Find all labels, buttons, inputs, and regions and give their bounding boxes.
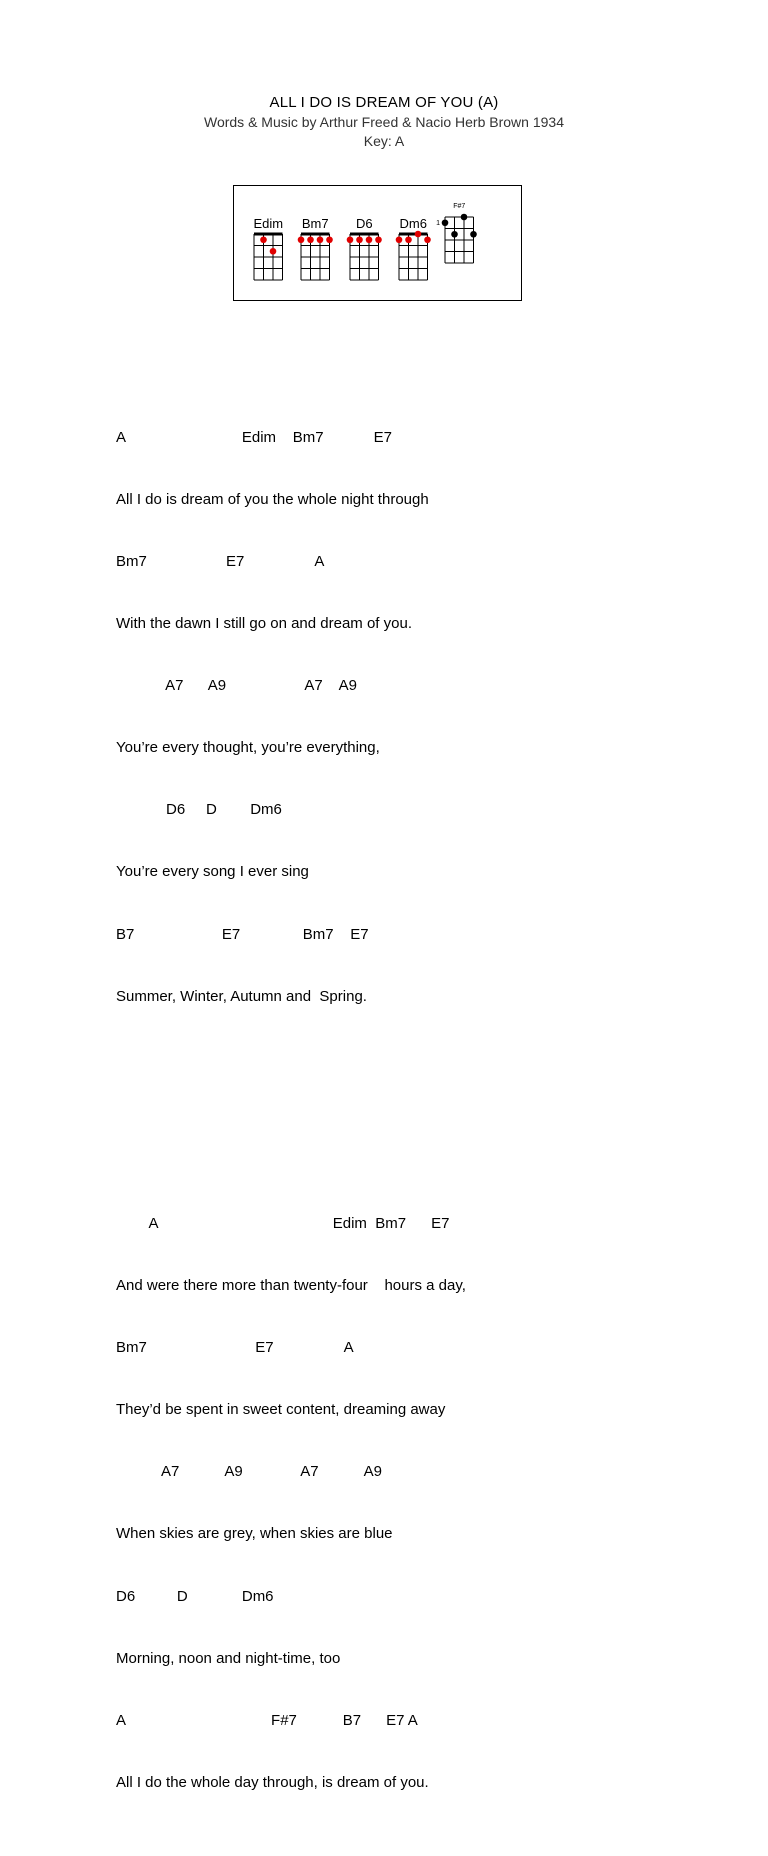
chord-d6-label: D6 xyxy=(355,216,373,231)
chord-fsharp7-fret-label: 1 xyxy=(436,220,440,227)
chord-line: A Edim Bm7 E7 xyxy=(116,428,392,446)
chord-diagram-box xyxy=(233,185,522,301)
chord-d6-finger-dot xyxy=(375,236,382,243)
chord-line: D6 D Dm6 xyxy=(116,1587,274,1605)
lyric-line: They’d be spent in sweet content, dreaming away xyxy=(116,1401,446,1419)
chord-edim-finger-dot xyxy=(270,248,277,255)
chord-bm7-finger-dot xyxy=(326,236,333,243)
chord-line: D6 D Dm6 xyxy=(116,801,282,819)
chord-line: A7 A9 A7 A9 xyxy=(116,677,357,695)
song-title: ALL I DO IS DREAM OF YOU (A) xyxy=(269,94,499,111)
chord-fsharp7-finger-dot xyxy=(470,231,477,238)
chord-d6-finger-dot xyxy=(356,236,363,243)
chord-fsharp7-label: F#7 xyxy=(453,203,466,210)
chord-dm6-finger-dot xyxy=(415,231,422,238)
chord-diagrams xyxy=(234,186,523,302)
chord-bm7-finger-dot xyxy=(317,236,324,243)
lyric-line: Morning, noon and night-time, too xyxy=(116,1649,341,1667)
song-key: Key: A xyxy=(363,133,405,149)
chord-dm6-label: Dm6 xyxy=(399,216,427,231)
lyric-line: All I do is dream of you the whole night through xyxy=(116,490,429,508)
chord-line: A7 A9 A7 A9 xyxy=(116,1463,382,1481)
chord-line: A F#7 B7 E7 A xyxy=(116,1711,418,1729)
chord-line: Bm7 E7 A xyxy=(116,1339,354,1357)
chord-bm7-finger-dot xyxy=(298,236,305,243)
chord-line: A Edim Bm7 E7 xyxy=(116,1214,450,1232)
lyric-line: And were there more than twenty-four hours a day, xyxy=(116,1277,466,1295)
chord-bm7-label: Bm7 xyxy=(301,216,329,231)
song-credits: Words & Music by Arthur Freed & Nacio Herb Brown 1934 xyxy=(203,114,564,130)
chord-fsharp7-finger-dot xyxy=(461,214,468,221)
chord-fsharp7-finger-dot xyxy=(451,231,458,238)
chord-edim-finger-dot xyxy=(260,236,267,243)
verse-2 xyxy=(116,1173,466,1835)
lyric-line: All I do the whole day through, is dream of you. xyxy=(116,1773,429,1791)
lyric-line: Summer, Winter, Autumn and Spring. xyxy=(116,987,367,1005)
lyric-line: You’re every song I ever sing xyxy=(116,863,309,881)
chord-line: B7 E7 Bm7 E7 xyxy=(116,925,369,943)
chord-fsharp7-finger-dot xyxy=(442,219,449,226)
chord-dm6-finger-dot xyxy=(405,236,412,243)
lyric-line: You’re every thought, you’re everything, xyxy=(116,739,380,757)
chord-edim-label: Edim xyxy=(253,216,284,231)
chord-dm6-finger-dot xyxy=(396,236,403,243)
lyric-line: With the dawn I still go on and dream of you. xyxy=(116,615,412,633)
song-lyrics xyxy=(116,345,466,1856)
chord-d6-finger-dot xyxy=(366,236,373,243)
lyric-line: When skies are grey, when skies are blue xyxy=(116,1525,393,1543)
chord-line: Bm7 E7 A xyxy=(116,553,325,570)
verse-1 xyxy=(116,386,466,1048)
chord-dm6-finger-dot xyxy=(424,236,431,243)
verse-gap xyxy=(116,1090,466,1131)
chord-bm7-finger-dot xyxy=(307,236,314,243)
chord-d6-finger-dot xyxy=(347,236,354,243)
